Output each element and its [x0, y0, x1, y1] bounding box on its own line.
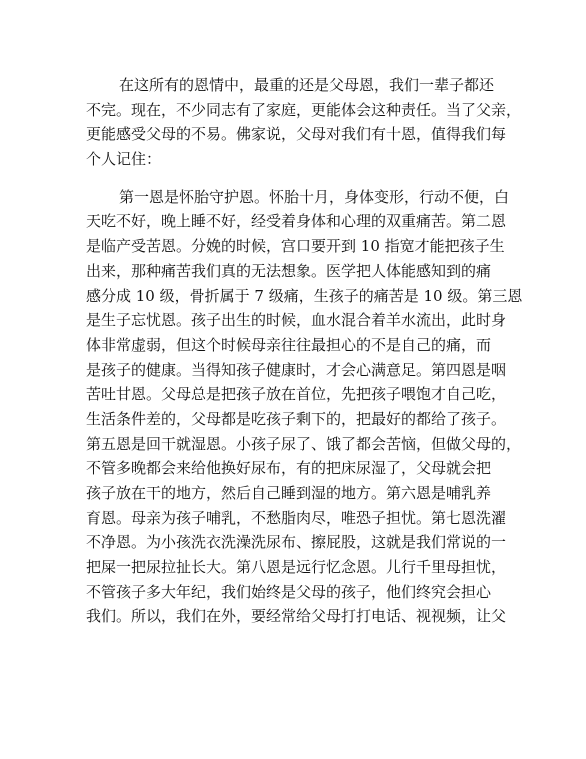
- text-line: 苦吐甘恩。父母总是把孩子放在首位，先把孩子喂饱才自己吃，: [86, 385, 507, 404]
- text-line: 感分成 10 级，骨折属于 7 级痛，生孩子的痛苦是 10 级。第三恩: [86, 286, 523, 305]
- text-line: 是临产受苦恩。分娩的时候，宫口要开到 10 指宽才能把孩子生: [86, 237, 505, 256]
- paragraph-ten-graces: [86, 185, 523, 629]
- document-body: [86, 73, 523, 629]
- text-line: 个人记住：: [86, 150, 162, 169]
- text-line: 在这所有的恩情中，最重的还是父母恩，我们一辈子都还: [119, 76, 495, 94]
- text-line: 体非常虚弱，但这个时候母亲往往最担心的不是自己的痛，而: [86, 335, 492, 354]
- text-line: 不净恩。为小孩洗衣洗澡洗尿布、擦屁股，这就是我们常说的一: [86, 533, 507, 552]
- text-line: 不管多晚都会来给他换好尿布，有的把床尿湿了，父母就会把: [86, 459, 492, 478]
- paragraph-intro: [86, 73, 522, 172]
- text-line: 第一恩是怀胎守护恩。怀胎十月，身体变形，行动不便，白: [119, 187, 510, 206]
- text-line: 更能感受父母的不易。佛家说，父母对我们有十恩，值得我们每: [86, 125, 507, 144]
- text-line: 育恩。母亲为孩子哺乳，不愁脂肉尽，唯恐子担忧。第七恩洗濯: [86, 508, 507, 527]
- text-line: 不管孩子多大年纪，我们始终是父母的孩子，他们终究会担心: [86, 582, 492, 601]
- text-line: 是生子忘忧恩。孩子出生的时候，血水混合着羊水流出，此时身: [86, 311, 507, 330]
- text-line: 我们。所以，我们在外，要经常给父母打打电话、视视频，让父: [86, 607, 507, 626]
- text-line: 不完。现在，不少同志有了家庭，更能体会这种责任。当了父亲，: [86, 100, 522, 119]
- text-line: 把屎一把尿拉扯长大。第八恩是远行忆念恩。儿行千里母担忧，: [86, 558, 507, 577]
- text-line: 孩子放在干的地方，然后自己睡到湿的地方。第六恩是哺乳养: [86, 484, 492, 502]
- text-line: 出来，那种痛苦我们真的无法想象。医学把人体能感知到的痛: [86, 261, 492, 280]
- text-line: 第五恩是回干就湿恩。小孩子尿了、饿了都会苦恼，但做父母的，: [86, 434, 522, 453]
- text-line: 是孩子的健康。当得知孩子健康时，才会心满意足。第四恩是咽: [86, 360, 507, 379]
- text-line: 生活条件差的，父母都是吃孩子剩下的，把最好的都给了孩子。: [86, 409, 507, 428]
- text-line: 天吃不好，晚上睡不好，经受着身体和心理的双重痛苦。第二恩: [86, 212, 507, 231]
